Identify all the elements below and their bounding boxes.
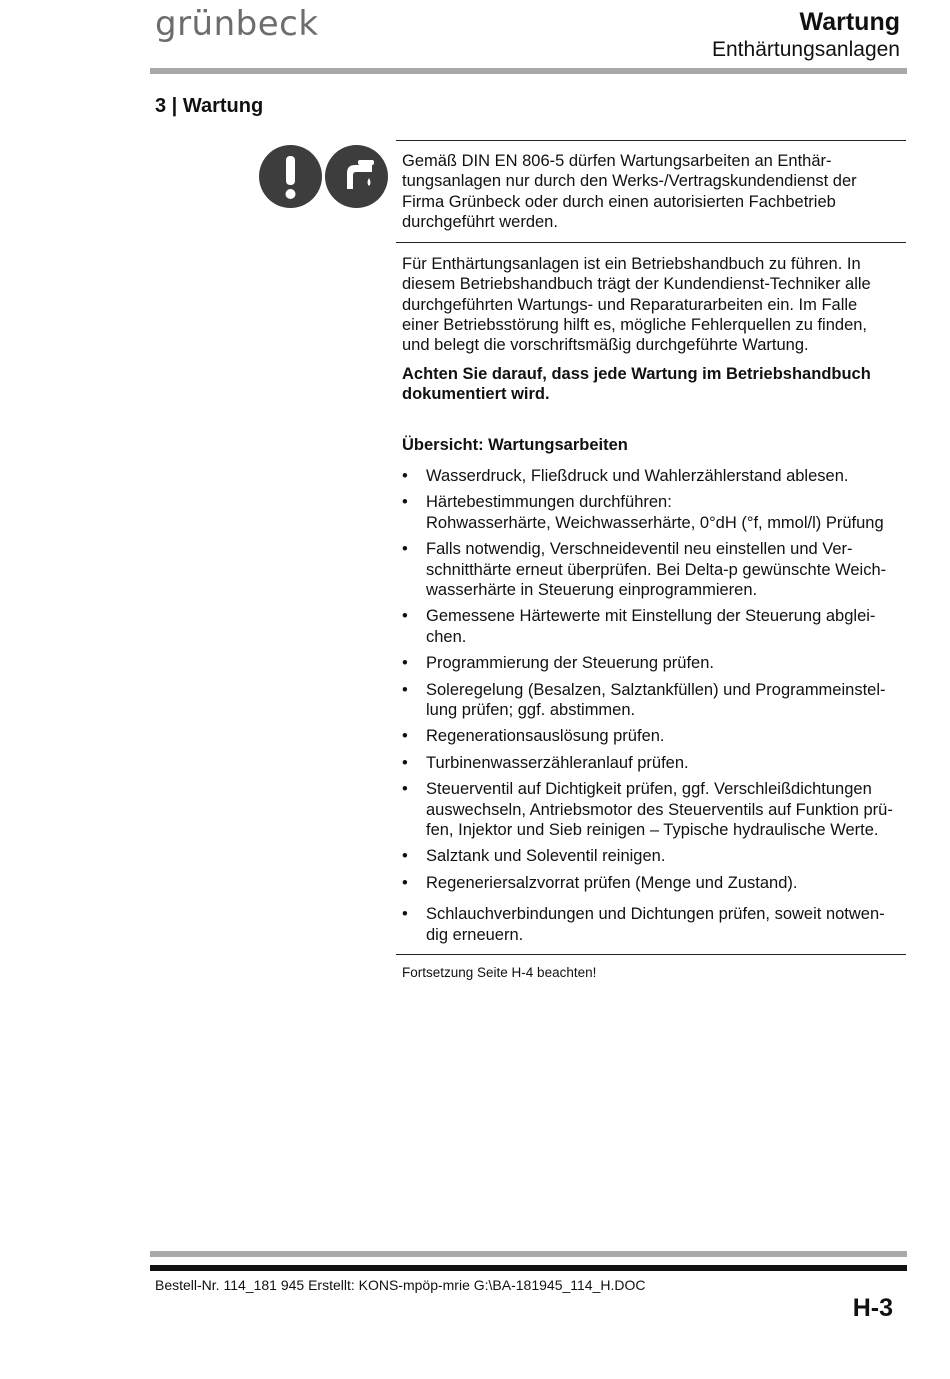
- list-item: [402, 539, 902, 600]
- bullet-marker: •: [402, 727, 408, 746]
- text-line: tungsanlagen nur durch den Werks-/Vertragskundendienst der: [402, 172, 857, 191]
- exclamation-icon: [259, 145, 322, 208]
- list-item-line: wasserhärte in Steuerung einprogrammieren.: [426, 580, 758, 599]
- text-line: einer Betriebsstörung hilft es, mögliche Fehlerquellen zu finden,: [402, 315, 868, 334]
- text-line: Firma Grünbeck oder durch einen autorisierten Fachbetrieb: [402, 192, 836, 211]
- text-line: durchgeführt werden.: [402, 212, 558, 231]
- emphasis-paragraph: [402, 364, 902, 405]
- list-item: [402, 466, 902, 486]
- footer-divider-black: [150, 1265, 907, 1271]
- intro-paragraph: [402, 254, 902, 355]
- section-title: 3 | Wartung: [155, 95, 264, 117]
- bullet-marker: •: [402, 680, 408, 699]
- list-item: [402, 680, 902, 721]
- warning-top-rule: [396, 140, 906, 141]
- list-item-line: Wasserdruck, Fließdruck und Wahlerzählerstand ablesen.: [426, 467, 849, 485]
- footer-order-text: Bestell-Nr. 114_181 945 Erstellt: KONS-mpöp-mrie G:\BA-181945_114_H.DOC: [155, 1277, 646, 1293]
- text-line: dokumentiert wird.: [402, 385, 550, 404]
- bullet-marker: •: [402, 873, 408, 892]
- text-line: diesem Betriebshandbuch trägt der Kundendienst-Techniker alle: [402, 275, 871, 294]
- bullet-marker: •: [402, 780, 408, 799]
- list-item-line: Regenerationsauslösung prüfen.: [426, 727, 665, 746]
- list-item: [402, 653, 902, 673]
- overview-heading: Übersicht: Wartungsarbeiten: [402, 436, 628, 454]
- bullet-marker: •: [402, 467, 408, 485]
- list-item-line: Salztank und Soleventil reinigen.: [426, 847, 666, 866]
- text-line: durchgeführten Wartungs- und Reparaturarbeiten ein. Im Falle: [402, 295, 858, 314]
- grunbeck-logo: grünbeck: [155, 4, 319, 44]
- list-item-line: Regeneriersalzvorrat prüfen (Menge und Zustand).: [426, 873, 798, 892]
- text-line: Gemäß DIN EN 806-5 dürfen Wartungsarbeiten an Enthär-: [402, 152, 832, 170]
- list-item: [402, 492, 902, 533]
- list-item-line: schnitthärte erneut überprüfen. Bei Delta-p gewünschte Weich-: [426, 560, 887, 579]
- header-subtitle: Enthärtungsanlagen: [712, 38, 900, 61]
- bullet-marker: •: [402, 540, 408, 559]
- list-item: [402, 726, 902, 746]
- list-bottom-rule: [396, 954, 906, 955]
- water-tap-icon: [325, 145, 388, 208]
- list-item-line: lung prüfen; ggf. abstimmen.: [426, 700, 636, 719]
- list-item: [402, 873, 902, 893]
- list-item: [402, 904, 902, 945]
- maintenance-list: [402, 466, 902, 951]
- list-item-line: fen, Injektor und Sieb reinigen – Typische hydraulische Werte.: [426, 820, 879, 839]
- list-item-line: Falls notwendig, Verschneideventil neu einstellen und Ver-: [426, 540, 853, 559]
- bullet-marker: •: [402, 753, 408, 772]
- header-title: Wartung: [799, 8, 900, 36]
- footer-divider-grey: [150, 1251, 907, 1257]
- page-number: H-3: [852, 1294, 893, 1322]
- warning-bottom-rule: [396, 242, 906, 243]
- list-item: [402, 606, 902, 647]
- list-item-line: Rohwasserhärte, Weichwasserhärte, 0°dH (°f, mmol/l) Prüfung: [426, 513, 884, 532]
- list-item-line: Gemessene Härtewerte mit Einstellung der Steuerung abglei-: [426, 607, 876, 626]
- list-item-line: Schlauchverbindungen und Dichtungen prüfen, soweit notwen-: [426, 905, 885, 924]
- list-item-line: Härtebestimmungen durchführen:: [426, 493, 672, 512]
- bullet-marker: •: [402, 607, 408, 626]
- continuation-note: Fortsetzung Seite H-4 beachten!: [402, 965, 597, 980]
- warning-text: [402, 151, 902, 232]
- list-item: [402, 846, 902, 866]
- bullet-marker: •: [402, 654, 408, 673]
- header-divider: [150, 68, 907, 74]
- text-line: Achten Sie darauf, dass jede Wartung im Betriebshandbuch: [402, 365, 871, 383]
- text-line: Für Enthärtungsanlagen ist ein Betriebshandbuch zu führen. In: [402, 255, 861, 273]
- list-item-line: Steuerventil auf Dichtigkeit prüfen, ggf. Verschleißdichtungen: [426, 780, 872, 799]
- list-item: [402, 753, 902, 773]
- list-item-line: auswechseln, Antriebsmotor des Steuerventils auf Funktion prü-: [426, 800, 893, 819]
- bullet-marker: •: [402, 905, 408, 924]
- list-item-line: Programmierung der Steuerung prüfen.: [426, 654, 714, 673]
- list-item-line: dig erneuern.: [426, 925, 524, 944]
- list-item-line: Soleregelung (Besalzen, Salztankfüllen) und Programmeinstel-: [426, 680, 886, 699]
- list-item-line: Turbinenwasserzähleranlauf prüfen.: [426, 753, 689, 772]
- list-item-line: chen.: [426, 627, 467, 646]
- bullet-marker: •: [402, 847, 408, 866]
- bullet-marker: •: [402, 493, 408, 512]
- text-line: und belegt die vorschriftsmäßig durchgeführte Wartung.: [402, 336, 809, 355]
- list-item: [402, 779, 902, 840]
